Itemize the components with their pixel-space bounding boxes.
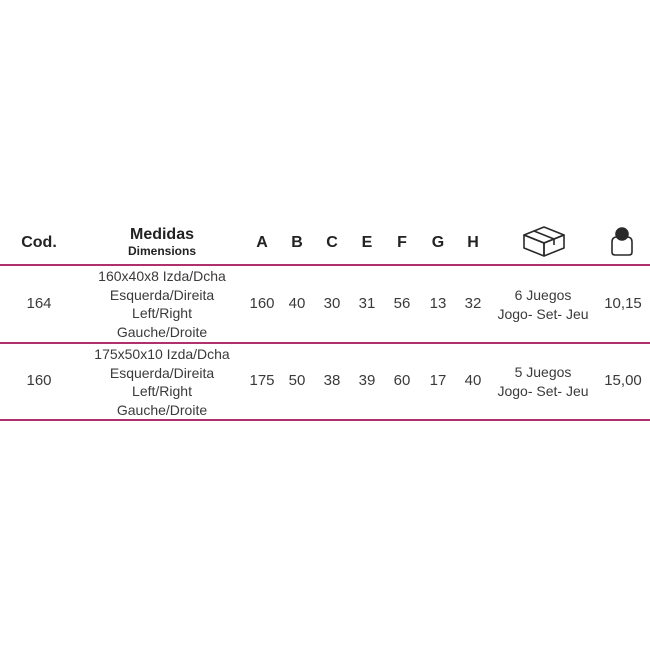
row-pack-line: 6 Juegos: [514, 287, 572, 303]
row-val-h: 32: [464, 295, 482, 312]
row-desc: [80, 267, 244, 341]
row-val-c: 38: [323, 372, 341, 389]
header-cod: Cod.: [21, 234, 57, 251]
table-row: [0, 265, 650, 342]
header-col-g: G: [431, 234, 445, 251]
row-cod: 164: [26, 295, 52, 312]
row-weight: 15,00: [604, 372, 642, 389]
table-row: [0, 343, 650, 419]
row-desc-line: Esquerda/Direita: [109, 286, 215, 303]
header-col-e: E: [361, 234, 373, 251]
row-val-a: 175: [249, 372, 275, 389]
row-val-f: 60: [393, 372, 411, 389]
weight-icon: [608, 222, 636, 258]
box-icon: [521, 222, 567, 258]
header-col-f: F: [397, 234, 407, 251]
header-medidas: Medidas: [129, 226, 194, 243]
header-col-h: H: [467, 234, 479, 251]
row-pack: [488, 363, 598, 400]
row-desc-line: Left/Right: [132, 383, 192, 399]
header-dimensions: Dimensions: [127, 244, 196, 258]
row-divider: [0, 419, 650, 421]
row-val-e: 39: [358, 372, 376, 389]
row-val-b: 40: [288, 295, 306, 312]
header-col-c: C: [326, 234, 338, 251]
row-val-c: 30: [323, 295, 341, 312]
row-val-b: 50: [288, 372, 306, 389]
row-val-a: 160: [249, 295, 275, 312]
row-desc-line: Esquerda/Direita: [109, 364, 215, 381]
row-weight: 10,15: [604, 295, 642, 312]
row-desc-line: 160x40x8 Izda/Dcha: [98, 268, 226, 284]
row-desc: [80, 345, 244, 419]
row-val-h: 40: [464, 372, 482, 389]
row-val-f: 56: [393, 295, 411, 312]
row-val-g: 17: [429, 372, 447, 389]
row-desc-line: 175x50x10 Izda/Dcha: [94, 346, 230, 362]
row-val-e: 31: [358, 295, 376, 312]
row-pack-line: 5 Juegos: [514, 364, 572, 380]
row-pack: [488, 286, 598, 323]
row-desc-line: Left/Right: [132, 305, 192, 321]
row-desc-line: Gauche/Droite: [116, 323, 208, 340]
row-desc-line: Gauche/Droite: [116, 401, 208, 418]
row-cod: 160: [26, 372, 52, 389]
row-pack-line: Jogo- Set- Jeu: [497, 382, 589, 399]
row-pack-line: Jogo- Set- Jeu: [497, 305, 589, 322]
header-col-a: A: [256, 234, 268, 251]
header-col-b: B: [291, 234, 303, 251]
row-val-g: 13: [429, 295, 447, 312]
